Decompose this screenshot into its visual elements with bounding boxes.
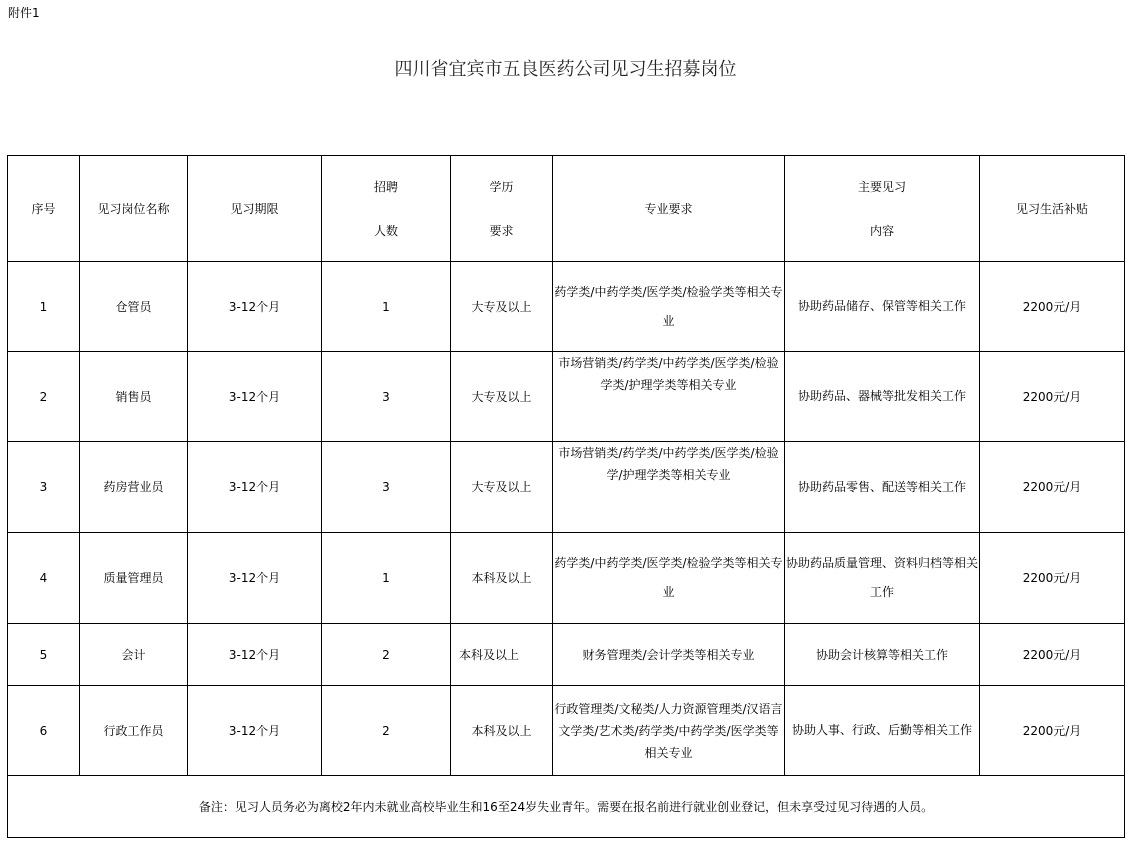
cell-index: 4: [8, 533, 80, 624]
cell-period: 3-12个月: [188, 442, 322, 533]
cell-content: 协助药品质量管理、资料归档等相关工作: [785, 533, 980, 624]
header-education: [451, 156, 553, 262]
cell-subsidy: 2200元/月: [980, 624, 1125, 686]
cell-major: 财务管理类/会计学类等相关专业: [553, 624, 785, 686]
table-row: [8, 442, 1125, 533]
cell-index: 6: [8, 686, 80, 776]
cell-count: 3: [322, 442, 451, 533]
table-note: 备注：见习人员务必为离校2年内未就业高校毕业生和16至24岁失业青年。需要在报名前进行就业创业登记，但未享受过见习待遇的人员。: [8, 776, 1125, 838]
header-content-line1: 主要见习: [857, 179, 906, 194]
cell-content: 协助会计核算等相关工作: [785, 624, 980, 686]
cell-content: 协助人事、行政、后勤等相关工作: [785, 686, 980, 776]
cell-count: 1: [322, 533, 451, 624]
cell-major: 行政管理类/文秘类/人力资源管理类/汉语言文学类/艺术类/药学类/中药学类/医学类等相关专业: [553, 686, 785, 776]
table-header-row: [8, 156, 1125, 262]
header-position: 见习岗位名称: [80, 156, 188, 262]
cell-index: 3: [8, 442, 80, 533]
cell-major-text: 市场营销类/药学类/中药学类/医学类/检验学/护理学类等相关专业: [558, 446, 779, 482]
cell-position: 行政工作员: [80, 686, 188, 776]
cell-position: 仓管员: [80, 262, 188, 352]
cell-major-text: 市场营销类/药学类/中药学类/医学类/检验学类/护理学类等相关专业: [558, 356, 779, 392]
header-content-line2: 内容: [869, 223, 894, 238]
cell-period: 3-12个月: [188, 686, 322, 776]
cell-count: 1: [322, 262, 451, 352]
cell-education: 本科及以上: [451, 624, 553, 686]
cell-position: 质量管理员: [80, 533, 188, 624]
table-row: [8, 686, 1125, 776]
table-row: [8, 533, 1125, 624]
header-content: [785, 156, 980, 262]
cell-position: 药房营业员: [80, 442, 188, 533]
cell-education: 本科及以上: [451, 533, 553, 624]
cell-position: 销售员: [80, 352, 188, 442]
table-note-row: [8, 776, 1125, 838]
table-row: [8, 624, 1125, 686]
cell-content: 协助药品、器械等批发相关工作: [785, 352, 980, 442]
header-edu-line1: 学历: [489, 179, 514, 194]
cell-education: 本科及以上: [451, 686, 553, 776]
cell-education: 大专及以上: [451, 442, 553, 533]
cell-subsidy: 2200元/月: [980, 262, 1125, 352]
document-title: 四川省宜宾市五良医药公司见习生招募岗位: [394, 59, 737, 80]
cell-subsidy: 2200元/月: [980, 686, 1125, 776]
cell-period: 3-12个月: [188, 533, 322, 624]
header-major: 专业要求: [553, 156, 785, 262]
cell-period: 3-12个月: [188, 352, 322, 442]
header-count-line1: 招聘: [373, 179, 398, 194]
cell-subsidy: 2200元/月: [980, 352, 1125, 442]
table-row: [8, 352, 1125, 442]
table-row: [8, 262, 1125, 352]
cell-index: 5: [8, 624, 80, 686]
cell-major: 药学类/中药学类/医学类/检验学类等相关专业: [553, 262, 785, 352]
cell-period: 3-12个月: [188, 262, 322, 352]
header-count-line2: 人数: [373, 223, 398, 238]
cell-subsidy: 2200元/月: [980, 442, 1125, 533]
cell-content: 协助药品零售、配送等相关工作: [785, 442, 980, 533]
cell-subsidy: 2200元/月: [980, 533, 1125, 624]
cell-major: 药学类/中药学类/医学类/检验学类等相关专业: [553, 533, 785, 624]
cell-count: 2: [322, 624, 451, 686]
cell-count: 2: [322, 686, 451, 776]
recruitment-table: [7, 155, 1125, 838]
cell-education: 大专及以上: [451, 352, 553, 442]
cell-major: [553, 442, 785, 533]
header-count: [322, 156, 451, 262]
attachment-label: 附件1: [8, 6, 40, 20]
cell-count: 3: [322, 352, 451, 442]
header-index: 序号: [8, 156, 80, 262]
header-edu-line2: 要求: [489, 223, 514, 238]
cell-education: 大专及以上: [451, 262, 553, 352]
cell-content: 协助药品储存、保管等相关工作: [785, 262, 980, 352]
cell-position: 会计: [80, 624, 188, 686]
cell-period: 3-12个月: [188, 624, 322, 686]
cell-major: [553, 352, 785, 442]
cell-index: 1: [8, 262, 80, 352]
header-subsidy: 见习生活补贴: [980, 156, 1125, 262]
header-period: 见习期限: [188, 156, 322, 262]
cell-index: 2: [8, 352, 80, 442]
